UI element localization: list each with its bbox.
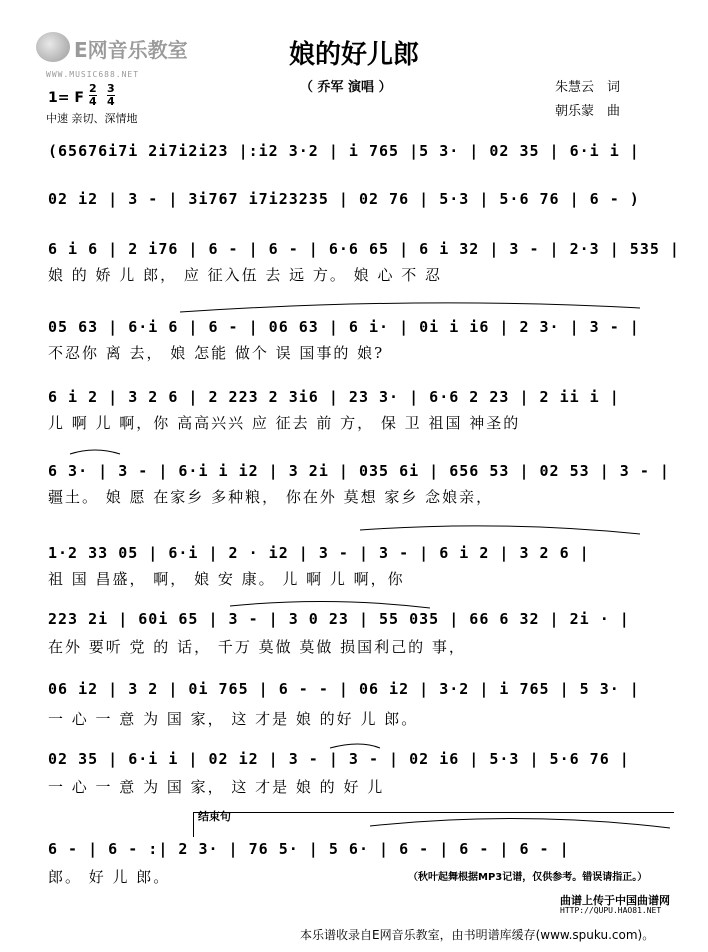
stave-row-2: 02 i2 | 3 - | 3i767 i7i23235 | 02 76 | 5·3 | 5·6 76 | 6 - ) bbox=[48, 190, 640, 208]
transcription-note: （秋叶起舞根据MP3记谱，仅供参考。错误请指正。） bbox=[408, 872, 648, 883]
site-url: HTTP://QUPU.HAO81.NET bbox=[560, 906, 662, 915]
footer-note: 本乐谱收录自E网音乐教室，由书明谱库缓存(www.spuku.com)。 bbox=[300, 928, 655, 942]
key-signature: 1= F bbox=[48, 90, 84, 106]
ending-label: 结束句 bbox=[198, 810, 231, 823]
slur-line bbox=[180, 303, 640, 312]
stave-row-5: 6 i 2 | 3 2 6 | 2 223 2 3i6 | 23 3· | 6·6 2 23 | 2 ii i | bbox=[48, 388, 620, 406]
song-title: 娘的好儿郎 bbox=[288, 40, 419, 70]
stave-row-3: 6 i 6 | 2 i76 | 6 - | 6 - | 6·6 65 | 6 i 32 | 3 - | 2·3 | 535 | bbox=[48, 240, 680, 258]
lyric-row-4: 不忍你 离 去， 娘 怎能 做个 误 国事的 娘? bbox=[48, 344, 385, 362]
lyric-row-6: 疆土。 娘 愿 在家乡 多种粮， 你在外 莫想 家乡 念娘亲， bbox=[48, 488, 494, 506]
slur-line bbox=[230, 601, 430, 608]
time-signature-2: 3 4 bbox=[107, 82, 115, 108]
stave-row-8: 223 2i | 60i 65 | 3 - | 3 0 23 | 55 035 | 66 6 32 | 2i · | bbox=[48, 610, 630, 628]
slur-line bbox=[360, 526, 640, 534]
lyric-row-3: 娘 的 娇 儿 郎， 应 征入伍 去 远 方。 娘 心 不 忍 bbox=[48, 266, 442, 284]
logo-text: E网音乐教室 bbox=[74, 38, 188, 62]
composer-credit: 朝乐蒙 曲 bbox=[555, 104, 621, 119]
lyricist-credit: 朱慧云 词 bbox=[555, 80, 621, 95]
logo-url: WWW.MUSIC688.NET bbox=[46, 70, 140, 79]
lyric-row-9: 一 心 一 意 为 国 家， 这 才是 娘 的好 儿 郎。 bbox=[48, 710, 419, 728]
stave-row-10: 02 35 | 6·i i | 02 i2 | 3 - | 3 - | 02 i6 | 5·3 | 5·6 76 | bbox=[48, 750, 630, 768]
lyric-row-10: 一 心 一 意 为 国 家， 这 才是 娘 的 好 儿 bbox=[48, 778, 385, 796]
lyric-row-7: 祖 国 昌盛， 啊， 娘 安 康。 儿 啊 儿 啊，你 bbox=[48, 570, 405, 588]
stave-row-6: 6 3· | 3 - | 6·i i i2 | 3 2i | 035 6i | 656 53 | 02 53 | 3 - | bbox=[48, 462, 670, 480]
stave-row-4: 05 63 | 6·i 6 | 6 - | 06 63 | 6 i· | 0i i i6 | 2 3· | 3 - | bbox=[48, 318, 640, 336]
site-name: 曲谱上传于中国曲谱网 bbox=[560, 894, 670, 907]
stave-row-7: 1·2 33 05 | 6·i | 2 · i2 | 3 - | 3 - | 6 i 2 | 3 2 6 | bbox=[48, 544, 590, 562]
slur-line bbox=[330, 744, 380, 748]
stave-row-11: 6 - | 6 - :| 2 3· | 76 5· | 5 6· | 6 - | 6 - | 6 - | bbox=[48, 840, 570, 858]
slur-line bbox=[370, 818, 670, 828]
stave-row-9: 06 i2 | 3 2 | 0i 765 | 6 - - | 06 i2 | 3·2 | i 765 | 5 3· | bbox=[48, 680, 640, 698]
stave-row-1: (65676i7i 2i7i2i23 |:i2 3·2 | i 765 |5 3· | 02 35 | 6·i i | bbox=[48, 142, 640, 160]
time-signature-1: 2 4 bbox=[89, 82, 97, 108]
slur-line bbox=[70, 450, 120, 454]
lyric-row-8: 在外 要听 党 的 话， 千万 莫做 莫做 损国利己的 事， bbox=[48, 638, 466, 656]
tempo-marking: 中速 亲切、深情地 bbox=[46, 112, 138, 125]
lyric-row-11: 郎。 好 儿 郎。 bbox=[48, 868, 171, 886]
performer: （ 乔军 演唱 ） bbox=[300, 80, 392, 95]
lyric-row-5: 儿 啊 儿 啊，你 高高兴兴 应 征去 前 方， 保 卫 祖国 神圣的 bbox=[48, 414, 521, 432]
